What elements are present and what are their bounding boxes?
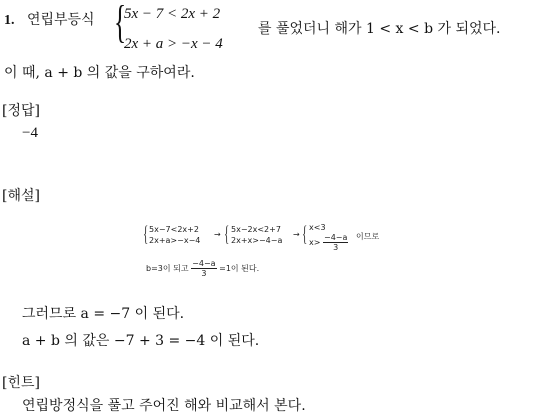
solution-line-1: 그러므로 a = −7 이 된다. (22, 306, 185, 322)
system-brace: { (114, 0, 127, 47)
equation-1: 5x − 7 < 2x + 2 (124, 6, 221, 22)
hint-text: 연립방정식을 풀고 주어진 해와 비교해서 본다. (22, 398, 306, 414)
question-number: 1. (4, 13, 15, 28)
solution-image: { 5x−7<2x+2 2x+a>−x−4 → { 5x−2x<2+7 2x+x>−4−a → { x<3 x> $\frac{-4-a}{3}$ 이므로 b=3이 되고 $\frac{-4-a}{3}$ =1이 된다. (143, 221, 380, 278)
equation-2: 2x + a > −x − 4 (124, 36, 223, 52)
hint-label: [힌트] (2, 375, 40, 391)
sol-line2-fraction: $\frac{-4-a}{3}$ (192, 259, 216, 278)
sol-line-2: b=3이 되고 $\frac{-4-a}{3}$ =1이 된다. (146, 259, 260, 278)
question-tail: 를 풀었더니 해가 1 < x < b 가 되었다. (258, 21, 501, 37)
sol-step3-b: x> $\frac{-4-a}{3}$ (309, 233, 348, 252)
sol-step1-a: 5x−7<2x+2 (149, 225, 199, 234)
sol-arrow-1: → (214, 230, 221, 239)
answer-value: −4 (22, 125, 38, 141)
sol-step3-a: x<3 (309, 223, 326, 232)
sol-arrow-2: → (293, 230, 300, 239)
solution-label: [해설] (2, 188, 40, 204)
sol-step2-b: 2x+x>−4−a (231, 236, 283, 245)
sol-step1-b: 2x+a>−x−4 (149, 236, 201, 245)
question-lead: 연립부등식 (26, 12, 95, 28)
question-line-1 (4, 9, 95, 29)
answer-label: [정답] (2, 103, 40, 119)
question-line-2: 이 때, a + b 의 값을 구하여라. (4, 65, 195, 81)
sol-step3-tail: 이므로 (356, 232, 380, 241)
sol-step2-a: 5x−2x<2+7 (231, 225, 281, 234)
solution-line-2: a + b 의 값은 −7 + 3 = −4 이 된다. (22, 333, 260, 349)
sol-step3-fraction: $\frac{-4-a}{3}$ (323, 233, 348, 252)
